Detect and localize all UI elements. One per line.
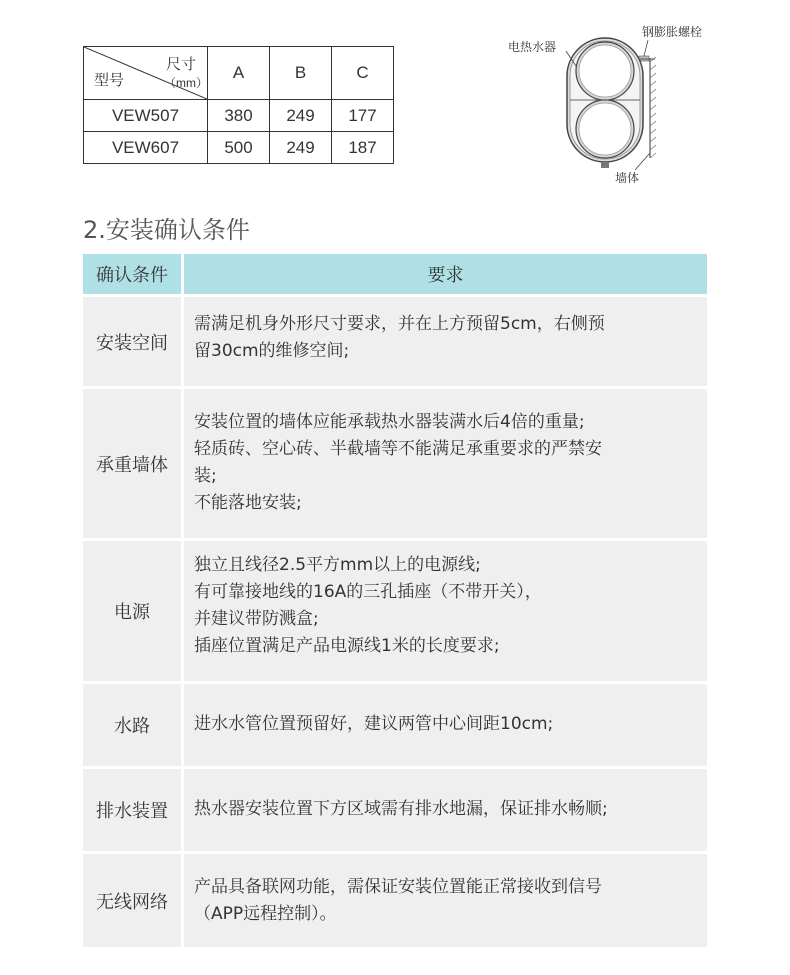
value-cell: 380 (208, 100, 270, 132)
value-cell: 177 (332, 100, 394, 132)
column-header-a: A (208, 47, 270, 100)
column-header-c: C (332, 47, 394, 100)
corner-unit-label: （mm） (164, 76, 208, 90)
requirement-line: （APP远程控制）。 (194, 904, 337, 924)
bolt-label: 钢膨胀螺栓 (642, 25, 703, 39)
requirement-line: 轻质砖、空心砖、半截墙等不能满足承重要求的严禁安 (194, 439, 602, 459)
section-title: 2.安装确认条件 (83, 216, 250, 244)
requirement-row-water (83, 684, 707, 766)
water-heater-body (567, 38, 643, 168)
requirement-row-wireless (83, 854, 707, 947)
value-cell: 500 (208, 132, 270, 164)
requirement-line: 产品具备联网功能，需保证安装位置能正常接收到信号 (194, 877, 602, 897)
requirement-cell (184, 854, 707, 947)
condition-cell: 水路 (83, 684, 181, 766)
condition-cell: 承重墙体 (83, 389, 181, 538)
requirement-line: 并建议带防溅盒; (194, 609, 319, 629)
size-table-row (84, 100, 394, 132)
requirement-line: 进水水管位置预留好，建议两管中心间距10cm; (194, 714, 554, 734)
leader-line-bolt (644, 40, 648, 56)
model-cell: VEW607 (84, 132, 208, 164)
leader-line-wall (635, 153, 650, 170)
wall-hatch (650, 57, 656, 158)
wall-label: 墙体 (615, 171, 640, 185)
requirement-row-drainage (83, 769, 707, 851)
requirement-cell (184, 389, 707, 538)
model-cell: VEW507 (84, 100, 208, 132)
size-table-row (84, 132, 394, 164)
requirement-line: 需满足机身外形尺寸要求，并在上方预留5cm，右侧预 (194, 314, 605, 334)
size-table-header-row (84, 47, 394, 100)
requirement-row-wall (83, 389, 707, 538)
requirement-line: 独立且线径2.5平方mm以上的电源线; (194, 555, 481, 575)
requirement-cell (184, 769, 707, 851)
header-requirement: 要求 (184, 254, 707, 294)
value-cell: 249 (270, 100, 332, 132)
installation-diagram (500, 18, 720, 188)
requirement-line: 有可靠接地线的16A的三孔插座（不带开关）， (194, 582, 542, 602)
value-cell: 249 (270, 132, 332, 164)
requirement-line: 热水器安装位置下方区域需有排水地漏，保证排水畅顺; (194, 799, 608, 819)
requirements-table (83, 254, 707, 950)
corner-size-label: 尺寸 (166, 56, 197, 73)
requirements-header (83, 254, 707, 294)
condition-cell: 排水装置 (83, 769, 181, 851)
requirement-line: 安装位置的墙体应能承载热水器装满水后4倍的重量; (194, 412, 585, 432)
requirement-row-power (83, 541, 707, 681)
heater-label: 电热水器 (508, 40, 557, 54)
condition-cell: 安装空间 (83, 297, 181, 386)
value-cell: 187 (332, 132, 394, 164)
requirement-line: 不能落地安装; (194, 493, 302, 513)
corner-model-label: 型号 (94, 72, 125, 89)
condition-cell: 电源 (83, 541, 181, 681)
column-header-b: B (270, 47, 332, 100)
requirement-row-space (83, 297, 707, 386)
requirement-cell (184, 297, 707, 386)
requirement-line: 装; (194, 466, 217, 486)
size-table (83, 46, 394, 164)
condition-cell: 无线网络 (83, 854, 181, 947)
header-condition: 确认条件 (83, 254, 181, 294)
requirement-line: 留30cm的维修空间; (194, 341, 350, 361)
requirement-cell (184, 541, 707, 681)
requirement-cell (184, 684, 707, 766)
requirement-line: 插座位置满足产品电源线1米的长度要求; (194, 636, 500, 656)
size-table-corner-cell (84, 47, 208, 100)
